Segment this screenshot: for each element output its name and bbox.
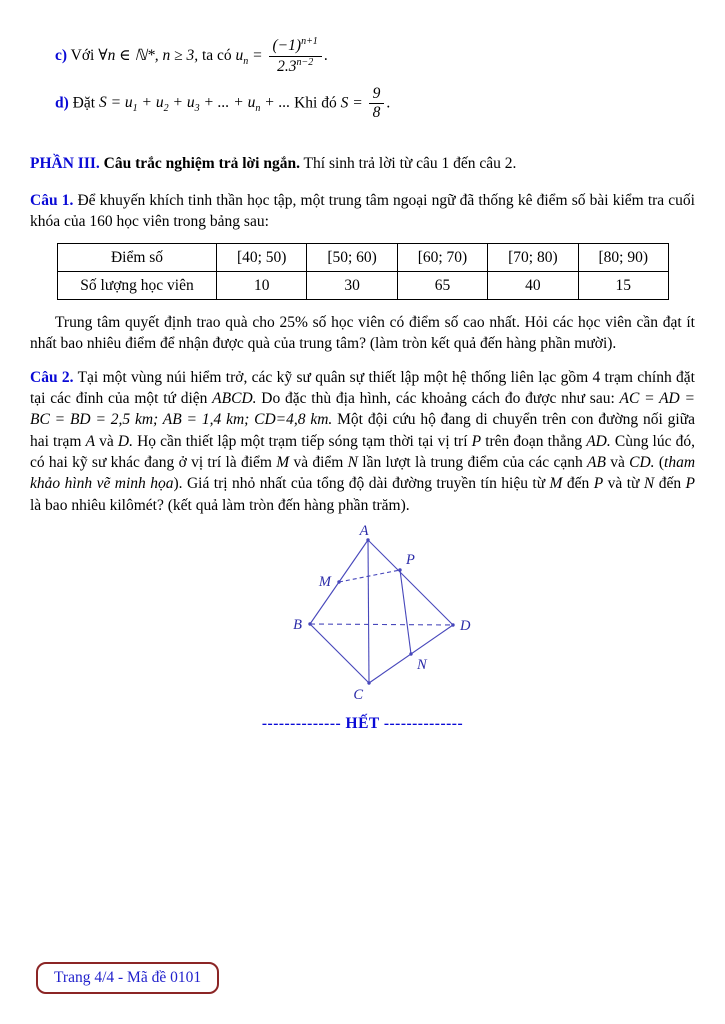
text-segment: P xyxy=(685,475,695,493)
header-cell-diem-so: Điểm số xyxy=(58,243,217,271)
text-segment: Câu 2. xyxy=(30,368,74,386)
text-segment: Họ cần thiết lập một trạm tiếp sóng tạm thời tại vị trí xyxy=(132,432,472,450)
segment-PN xyxy=(400,570,411,654)
u-sub: n xyxy=(243,55,249,67)
text-segment: AD. xyxy=(586,432,611,450)
statement-d xyxy=(55,85,695,123)
fraction-numerator: $(-1)^{n+1}$ xyxy=(269,36,322,57)
statement-c-period: . xyxy=(323,46,328,64)
fraction-s xyxy=(367,85,387,123)
text-segment: A xyxy=(85,432,96,450)
value-cell-1: 10 xyxy=(217,271,307,299)
statement-c-label: c) xyxy=(55,46,68,64)
fraction-denominator: $2.3^{n-2}$ xyxy=(277,56,314,75)
text-segment: Do đặc thù địa hình, các khoảng cách đo được như sau: xyxy=(256,389,620,407)
statement-d-period: . xyxy=(386,94,391,112)
text-segment: tham khảo hình vẽ minh họa xyxy=(30,454,696,493)
value-cell-2: 30 xyxy=(307,271,397,299)
statement-d-text2: Khi đó xyxy=(290,94,341,112)
text-segment: P xyxy=(593,475,604,493)
header-cell-3: [60; 70) xyxy=(397,243,487,271)
text-segment: Một đội cứu hộ đang di chuyển trên con đường nối giữa hai trạm xyxy=(30,411,695,450)
question-2-text xyxy=(30,367,695,517)
text-segment: trên đoạn thẳng xyxy=(481,432,587,450)
part3-heading xyxy=(30,153,695,174)
score-table xyxy=(57,243,669,300)
text-segment: đến xyxy=(562,475,594,493)
series-expression: $S = u_1 + u_2 + u_3$ + ... + $u_n$ + ... xyxy=(98,94,291,115)
fraction-s-numerator: 9 xyxy=(369,85,385,105)
text-segment: và xyxy=(95,432,118,450)
text-segment: PHẦN III. xyxy=(30,154,100,172)
u-term xyxy=(235,46,267,67)
statement-d-label: d) xyxy=(55,94,69,112)
label-C: C xyxy=(353,687,363,704)
value-cell-5: 15 xyxy=(578,271,668,299)
header-cell-4: [70; 80) xyxy=(488,243,578,271)
edge-BC xyxy=(310,624,369,683)
text-segment: D. xyxy=(117,432,133,450)
label-D: D xyxy=(460,618,471,635)
end-line: -------------- HẾT -------------- xyxy=(261,714,464,732)
statement-c xyxy=(55,36,695,77)
text-segment: M xyxy=(549,475,563,493)
label-B: B xyxy=(293,617,302,634)
label-P: P xyxy=(406,552,415,569)
statement-c-text1: Với xyxy=(67,46,99,64)
row-label-cell: Số lượng học viên xyxy=(58,271,217,299)
text-segment: AC = AD = BC = BD = 2,5 km; AB = 1,4 km; CD=4,8 km. xyxy=(30,389,695,429)
text-segment: Thí sinh trả lời từ câu 1 đến câu 2. xyxy=(299,154,517,172)
text-segment: Cùng lúc đó, có hai kỹ sư khác đang ở vị trí là điểm xyxy=(30,432,695,472)
text-segment: và điểm xyxy=(289,454,348,472)
label-M: M xyxy=(318,574,331,591)
fraction-s-denominator: 8 xyxy=(372,104,381,122)
statement-c-text2: ta có xyxy=(198,46,236,64)
text-segment: và từ xyxy=(603,475,644,493)
value-cell-3: 65 xyxy=(397,271,487,299)
table-value-row xyxy=(58,271,669,299)
header-cell-2: [50; 60) xyxy=(307,243,397,271)
text-segment: là bao nhiêu kilômét? (kết quả làm tròn đến hàng phần trăm). xyxy=(30,496,410,514)
statement-d-text1: Đặt xyxy=(68,94,99,112)
point-N xyxy=(409,652,412,655)
text-segment: Tại một vùng núi hiểm trở, các kỹ sư quân sự thiết lập một hệ thống liên lạc gồm 4 trạm chính đặt tại các đỉnh của một tứ diện xyxy=(30,368,695,407)
question-1-text xyxy=(30,190,695,233)
text-segment: Trung tâm quyết định trao quà cho 25% số học viên có điểm số cao nhất. Hỏi các học viên cần đạt ít nhất bao nhiêu điểm để nhận được quà của trung tâm? (làm tròn kết quả đến hàng phần mười). xyxy=(30,313,695,353)
text-segment: ( xyxy=(654,454,665,472)
point-D xyxy=(451,623,454,626)
segment-MP-dashed xyxy=(339,570,400,582)
point-C xyxy=(367,681,370,684)
text-segment: M xyxy=(276,454,290,472)
value-cell-4: 40 xyxy=(488,271,578,299)
edge-BD-dashed xyxy=(310,624,453,625)
text-segment: Để khuyến khích tinh thần học tập, một trung tâm ngoại ngữ đã thống kê điểm số bài kiểm tra cuối khóa của 160 học viên trong bảng sau: xyxy=(30,192,695,231)
text-segment: N xyxy=(643,475,655,493)
u-var: u xyxy=(235,46,244,64)
table-header-row xyxy=(58,243,669,271)
tetrahedron-svg xyxy=(280,522,490,704)
text-segment: P xyxy=(471,432,482,450)
text-segment: lần lượt là trung điểm của các cạnh xyxy=(357,454,587,472)
text-segment: đến xyxy=(654,475,686,493)
s-equals: S = xyxy=(340,94,367,112)
equals-sign: = xyxy=(248,46,267,64)
text-segment: ). Giá trị nhỏ nhất của tổng độ dài đường truyền tín hiệu từ xyxy=(173,475,550,493)
question-1-note xyxy=(30,312,695,355)
point-M xyxy=(337,580,340,583)
text-segment: Câu trắc nghiệm trả lời ngắn. xyxy=(99,154,300,172)
edge-AC xyxy=(368,540,369,683)
label-N: N xyxy=(417,657,427,674)
text-segment: ABCD. xyxy=(212,389,257,407)
text-segment: Câu 1. xyxy=(30,192,74,210)
header-cell-5: [80; 90) xyxy=(578,243,668,271)
fraction-un xyxy=(267,36,324,77)
text-segment: và xyxy=(605,454,630,472)
tetrahedron-figure xyxy=(280,522,490,710)
header-cell-1: [40; 50) xyxy=(217,243,307,271)
text-segment: N xyxy=(347,454,358,472)
point-B xyxy=(308,622,311,625)
statement-c-condition: ∀n ∈ ℕ*, n ≥ 3, xyxy=(98,46,199,64)
page-footer-text: Trang 4/4 - Mã đề 0101 xyxy=(54,969,202,986)
text-segment: CD. xyxy=(629,454,655,472)
page-footer-box xyxy=(36,962,219,994)
point-P xyxy=(398,568,401,571)
label-A: A xyxy=(359,523,369,540)
text-segment: AB xyxy=(587,454,606,472)
